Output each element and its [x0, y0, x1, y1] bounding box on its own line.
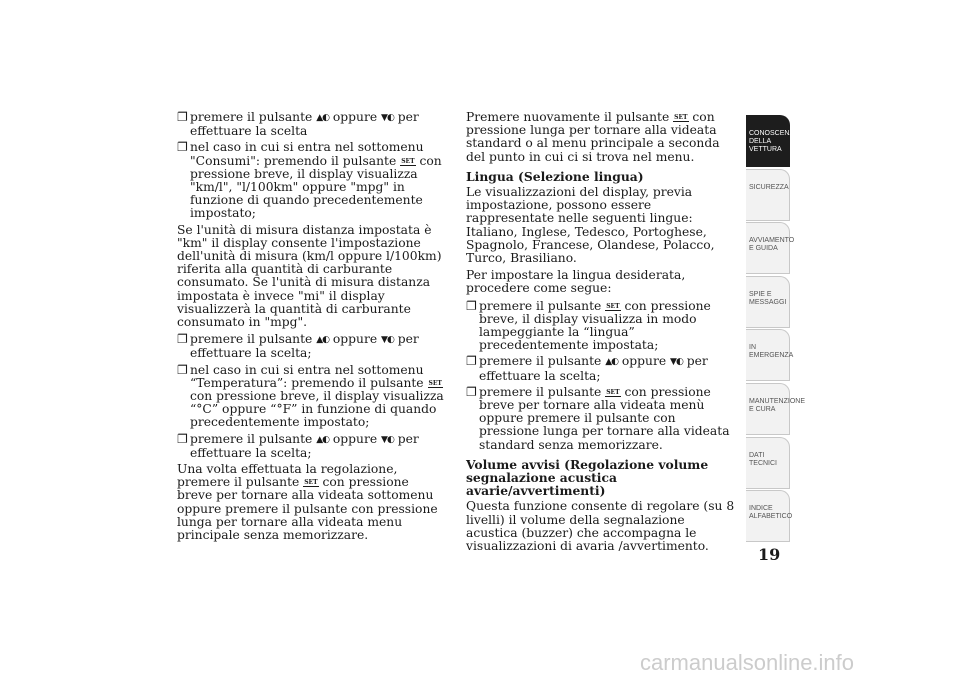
section-heading-lingua: Lingua (Selezione lingua)	[466, 168, 644, 184]
up-button-icon: ▲◐	[316, 335, 329, 346]
chapter-tabs	[746, 115, 805, 544]
section-heading-volume-avvisi: Volume avvisi (Regolazione volume segnalazione acustica avarie/avvertimenti)	[466, 456, 709, 499]
paragraph: Se l'unità di misura distanza impostata è "km" il display consente l'impostazione dell'unità di misura (km/l oppure l/100km) riferita alla quantità di carburante consumato. Se l'unità di misura distanza impostata è invece "mi" il display visualizzerà la quantità di carburante consumato in "mpg".	[177, 222, 442, 330]
bullet-item: ❐ premere il pulsante SET con pressione breve, il display visualizza in modo lampeggiante la “lingua” precedentemente impostata;	[466, 298, 711, 353]
bullet-box-icon: ❐	[177, 110, 188, 124]
paragraph: Premere nuovamente il pulsante SET con pressione lunga per tornare alla videata standard o al menu principale a seconda del punto in cui ci si trova nel menu.	[466, 110, 720, 164]
tab-spie-e-messaggi[interactable]: SPIE E MESSAGGI	[746, 276, 790, 328]
set-button-icon: SET	[428, 379, 442, 387]
up-button-icon: ▲◐	[316, 434, 329, 445]
page-number: 19	[758, 545, 781, 564]
tab-conoscenza-della-vettura[interactable]: CONOSCENZA DELLA VETTURA	[746, 115, 790, 167]
set-button-icon: SET	[304, 479, 318, 487]
bullet-item: ❐ premere il pulsante ▲◐ oppure ▼◐ per effettuare la scelta;	[177, 332, 419, 361]
bullet-box-icon: ❐	[466, 298, 477, 313]
bullet-box-icon: ❐	[177, 140, 188, 155]
bullet-box-icon: ❐	[466, 384, 477, 399]
bullet-box-icon: ❐	[177, 431, 188, 446]
right-column	[466, 111, 736, 557]
up-button-icon: ▲◐	[316, 113, 329, 123]
bullet-item: ❐ premere il pulsante SET con pressione breve per tornare alla videata menù oppure premere il pulsante con pressione lunga per tornare alla videata standard senza memorizzare.	[466, 384, 730, 452]
set-button-icon: SET	[401, 157, 415, 165]
bullet-box-icon: ❐	[466, 354, 477, 369]
tab-manutenzione-e-cura[interactable]: MANUTENZIONE E CURA	[746, 383, 790, 435]
left-column	[177, 111, 445, 546]
up-button-icon: ▲◐	[605, 357, 618, 368]
bullet-item: ❐ nel caso in cui si entra nel sottomenu “Temperatura”: premendo il pulsante SET con pressione breve, il display visualizza “°C” oppure “°F” in funzione di quando precedentemente impostato;	[177, 362, 444, 430]
tab-avviamento-e-guida[interactable]: AVVIAMENTO E GUIDA	[746, 222, 790, 274]
bullet-item: ❐ nel caso in cui si entra nel sottomenu "Consumi": premendo il pulsante SET con pressione breve, il display visualizza "km/l", "l/100km" oppure "mpg" in funzione di quando precedentemente impostato;	[177, 140, 442, 221]
down-button-icon: ▼◐	[381, 335, 394, 346]
bullet-item: ❐ premere il pulsante ▲◐ oppure ▼◐ per effettuare la scelta	[177, 110, 419, 139]
paragraph: Una volta effettuata la regolazione, premere il pulsante SET con pressione breve per tornare alla videata sottomenu oppure premere il pulsante con pressione lunga per tornare alla videata menu principale senza memorizzare.	[177, 462, 438, 543]
watermark: carmanualsonline.info	[640, 650, 855, 675]
down-button-icon: ▼◐	[381, 113, 394, 123]
tab-indice-alfabetico[interactable]: INDICE ALFABETICO	[746, 490, 790, 542]
bullet-box-icon: ❐	[177, 362, 188, 377]
tab-dati-tecnici[interactable]: DATI TECNICI	[746, 437, 790, 489]
down-button-icon: ▼◐	[381, 434, 394, 445]
tab-in-emergenza[interactable]: IN EMERGENZA	[746, 329, 790, 381]
paragraph: Questa funzione consente di regolare (su 8 livelli) il volume della segnalazione acustica (buzzer) che accompagna le visualizzazioni di avaria /avvertimento.	[466, 499, 735, 554]
tab-sicurezza[interactable]: SICUREZZA	[746, 169, 790, 221]
bullet-box-icon: ❐	[177, 332, 188, 347]
set-button-icon: SET	[606, 388, 620, 396]
paragraph: Le visualizzazioni del display, previa impostazione, possono essere rappresentate nelle seguenti lingue: Italiano, Inglese, Tedesco, Portoghese, Spagnolo, Francese, Olandese, Polacco, Turco, Brasiliano.	[466, 185, 715, 266]
set-button-icon: SET	[674, 114, 688, 121]
bullet-item: ❐ premere il pulsante ▲◐ oppure ▼◐ per effettuare la scelta;	[177, 431, 419, 460]
set-button-icon: SET	[606, 302, 620, 310]
paragraph: Per impostare la lingua desiderata, procedere come segue:	[466, 268, 686, 296]
bullet-item: ❐ premere il pulsante ▲◐ oppure ▼◐ per effettuare la scelta;	[466, 354, 708, 383]
down-button-icon: ▼◐	[670, 357, 683, 368]
